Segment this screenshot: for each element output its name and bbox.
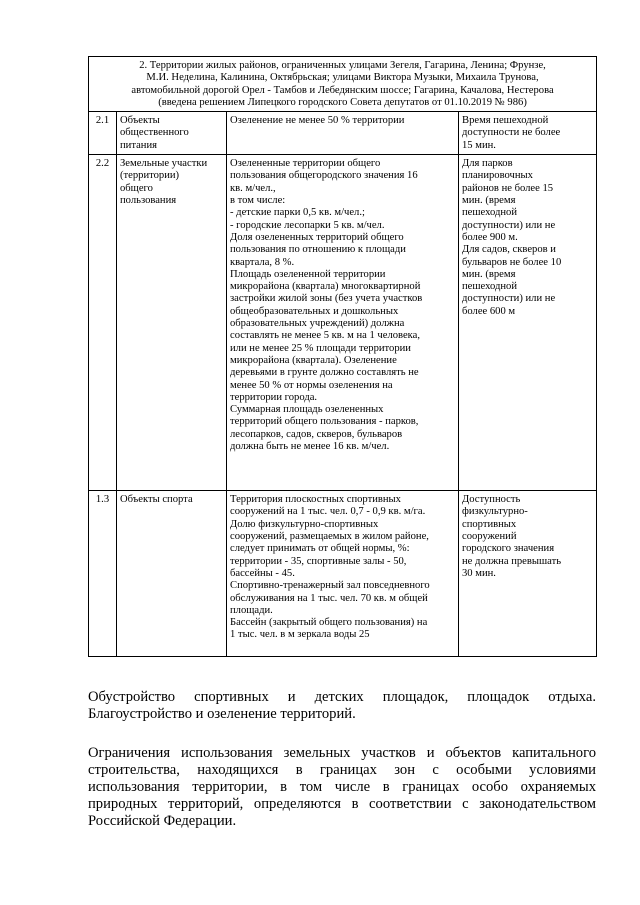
accessibility-cell: Время пешеходной доступности не более 15 мин. bbox=[459, 112, 597, 155]
requirement-cell: Территория плоскостных спортивных сооружений на 1 тыс. чел. 0,7 - 0,9 кв. м/га. Долю физкультурно-спортивных сооружений, размещаемых в жилом районе, следует принимать от общей нормы, %: территории - 35, спортивные залы - 50, бассейны - 45. Спортивно-тренажерный зал повседневного обслуживания на 1 тыс. чел. 70 кв. м общей площади. Бассейн (закрытый общего пользования) на 1 тыс. чел. в м зеркала воды 25 bbox=[227, 491, 459, 657]
table-row bbox=[89, 155, 597, 491]
requirement-cell: Озелененные территории общего пользования общегородского значения 16 кв. м/чел., в том числе: - детские парки 0,5 кв. м/чел.; - городские лесопарки 5 кв. м/чел. Доля озелененных территорий общего пользования по отношению к площади квартала, 8 %. Площадь озелененной территории микрорайона (квартала) многоквартирной застройки жилой зоны (без учета участков общеобразовательных и дошкольных образовательных учреждений) должна составлять не менее 5 кв. м на 1 человека, или не менее 25 % площади территории микрорайона (квартала). Озеленение деревьями в грунте должно составлять не менее 50 % от нормы озеленения на территории города. Суммарная площадь озелененных территорий общего пользования - парков, лесопарков, садов, скверов, бульваров должна быть не менее 16 кв. м/чел. bbox=[227, 155, 459, 491]
row-number: 1.3 bbox=[89, 491, 117, 657]
object-cell: Объекты общественного питания bbox=[117, 112, 227, 155]
row-number: 2.2 bbox=[89, 155, 117, 491]
accessibility-cell: Доступность физкультурно- спортивных сооружений городского значения не должна превышать 30 мин. bbox=[459, 491, 597, 657]
row-number: 2.1 bbox=[89, 112, 117, 155]
header-line: автомобильной дорогой Орел - Тамбов и Лебедянским шоссе; Гагарина, Качалова, Нестерова bbox=[131, 84, 554, 96]
table-header-cell bbox=[89, 57, 597, 112]
header-line: М.И. Неделина, Калинина, Октябрьская; улицами Виктора Музыки, Михаила Трунова, bbox=[146, 72, 539, 84]
object-cell: Земельные участки (территории) общего пользования bbox=[117, 155, 227, 491]
paragraph-restrictions: Ограничения использования земельных участков и объектов капитального строительства, находящихся в границах зон с особыми условиями использования территории, в том числе в границах особо охраняемых природных территорий, определяются в соответствии с законодательством Российской Федерации. bbox=[88, 745, 596, 829]
header-line: (введена решением Липецкого городского Совета депутатов от 01.10.2019 № 986) bbox=[158, 96, 527, 108]
table-row bbox=[89, 491, 597, 657]
accessibility-cell: Для парков планировочных районов не более 15 мин. (время пешеходной доступности) или не более 900 м. Для садов, скверов и бульваров не более 10 мин. (время пешеходной доступности) или не более 600 м bbox=[459, 155, 597, 491]
table-row bbox=[89, 112, 597, 155]
object-cell: Объекты спорта bbox=[117, 491, 227, 657]
paragraph-amenities: Обустройство спортивных и детских площадок, площадок отдыха. Благоустройство и озеленение территорий. bbox=[88, 689, 596, 722]
requirement-cell: Озеленение не менее 50 % территории bbox=[227, 112, 459, 155]
regulations-table bbox=[88, 56, 597, 657]
header-line: 2. Территории жилых районов, ограниченных улицами Зегеля, Гагарина, Ленина; Фрунзе, bbox=[139, 60, 546, 71]
table-header-row bbox=[89, 57, 597, 112]
